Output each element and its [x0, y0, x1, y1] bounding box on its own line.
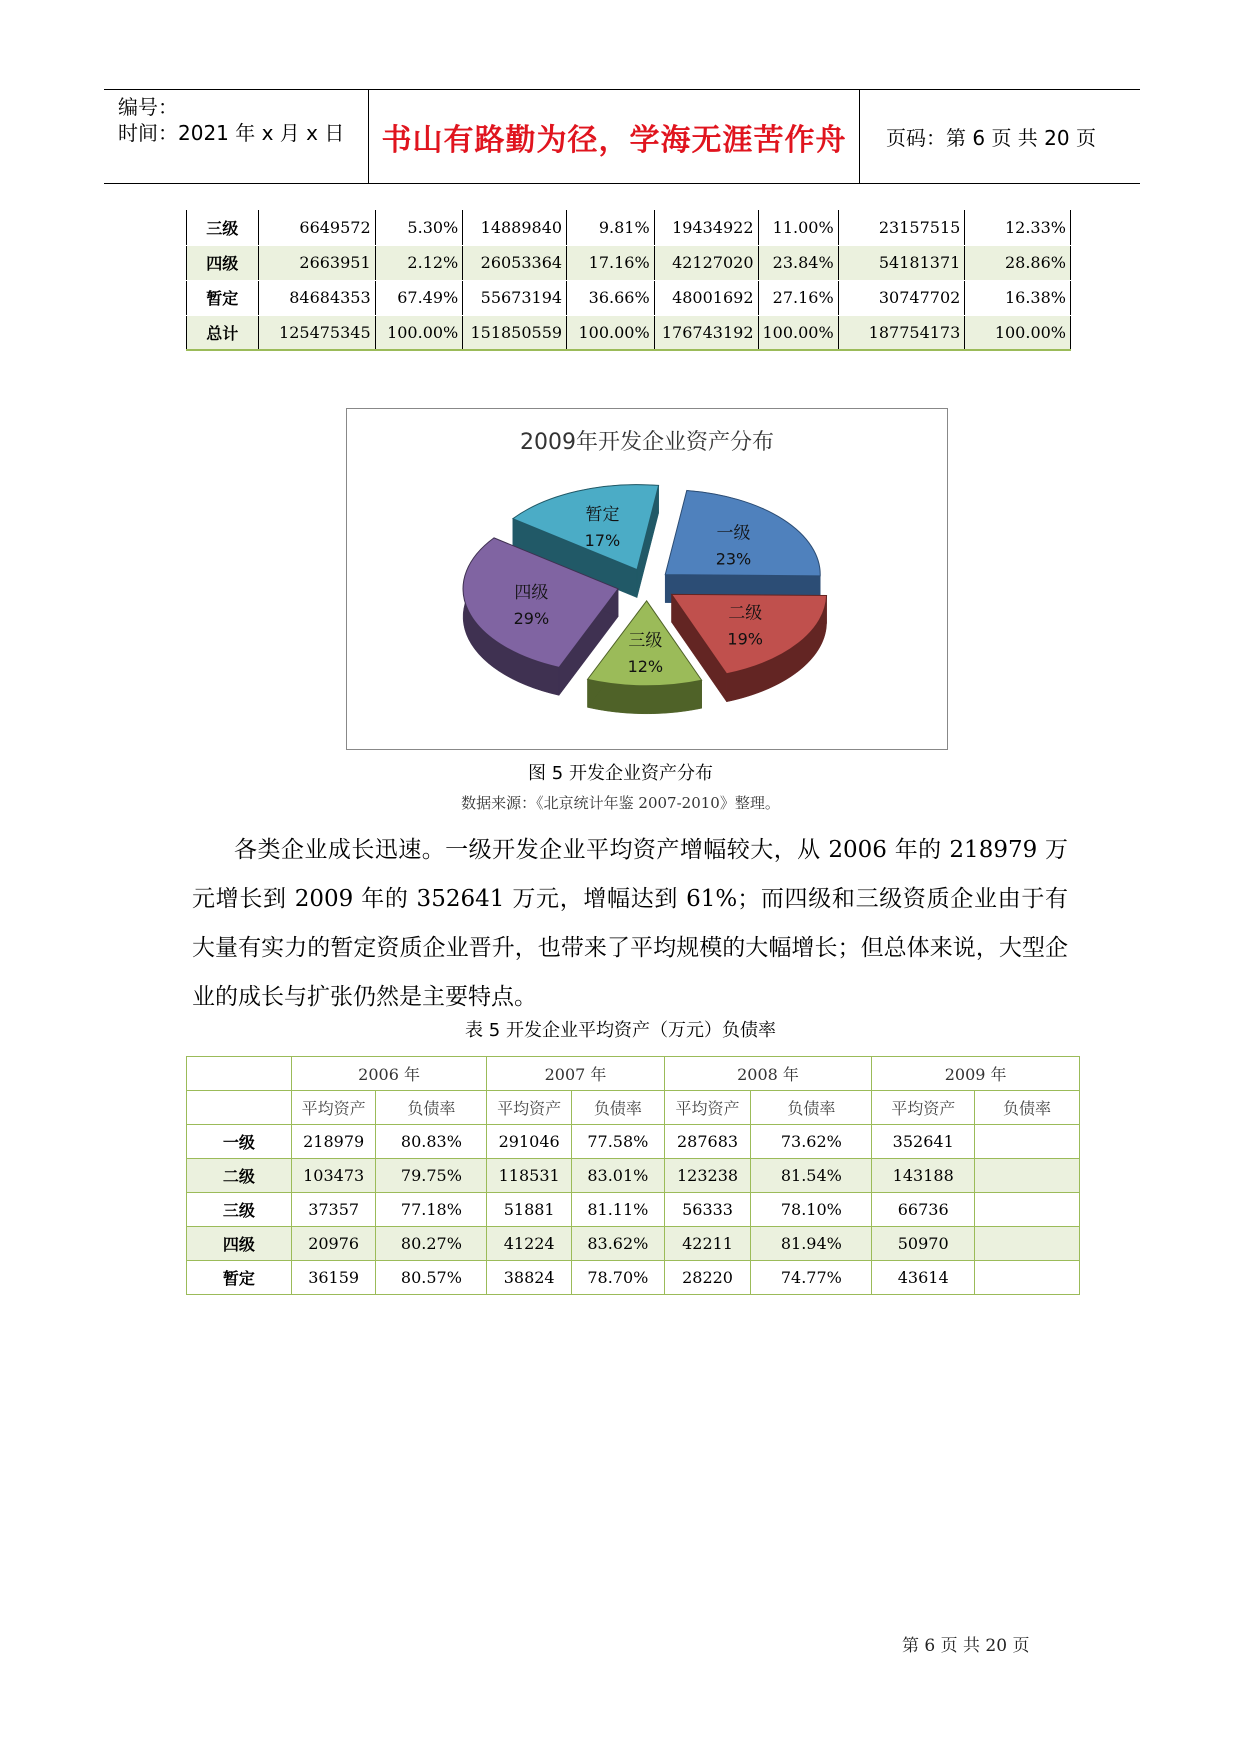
- table-cell: 187754173: [838, 315, 965, 350]
- table-cell: 41224: [487, 1227, 572, 1261]
- table-cell: [975, 1193, 1080, 1227]
- table-cell: 54181371: [838, 245, 965, 280]
- table-cell: 143188: [872, 1159, 975, 1193]
- table-cell: 19434922: [654, 210, 758, 245]
- table-row: [187, 210, 1071, 245]
- row-label: 四级: [187, 1227, 292, 1261]
- table-cell: 50970: [872, 1227, 975, 1261]
- debt-ratio-header: 负债率: [751, 1091, 872, 1125]
- slice-value-label: 12%: [627, 657, 664, 677]
- avg-asset-header: 平均资产: [664, 1091, 751, 1125]
- year-header: 2006 年: [291, 1057, 487, 1091]
- table-cell: 42211: [664, 1227, 751, 1261]
- table-cell: 38824: [487, 1261, 572, 1295]
- table-cell: 43614: [872, 1261, 975, 1295]
- table-cell: 118531: [487, 1159, 572, 1193]
- debt-ratio-header: 负债率: [376, 1091, 487, 1125]
- table-cell: 66736: [872, 1193, 975, 1227]
- slice-label: 暂定: [585, 505, 620, 526]
- table-cell: 12.33%: [965, 210, 1071, 245]
- table-cell: 74.77%: [751, 1261, 872, 1295]
- table-cell: 78.10%: [751, 1193, 872, 1227]
- header-meta: [104, 90, 369, 183]
- asset-table: [186, 210, 1071, 351]
- table-cell: [975, 1261, 1080, 1295]
- table-row: [187, 1125, 1080, 1159]
- debt-ratio-header: 负债率: [571, 1091, 664, 1125]
- table-row: [187, 280, 1071, 315]
- table-cell: 100.00%: [758, 315, 838, 350]
- table-cell: 81.94%: [751, 1227, 872, 1261]
- table-cell: 48001692: [654, 280, 758, 315]
- table-cell: 83.01%: [571, 1159, 664, 1193]
- table-cell: 2.12%: [375, 245, 463, 280]
- table-cell: 77.58%: [571, 1125, 664, 1159]
- table-cell: 51881: [487, 1193, 572, 1227]
- table-cell: 37357: [291, 1193, 376, 1227]
- table-cell: 23.84%: [758, 245, 838, 280]
- slice-value-label: 29%: [513, 608, 550, 628]
- table-cell: 100.00%: [567, 315, 655, 350]
- debt-ratio-header: 负债率: [975, 1091, 1080, 1125]
- table-cell: 84684353: [258, 280, 375, 315]
- table-caption: 表 5 开发企业平均资产（万元）负债率: [465, 1020, 776, 1041]
- table-cell: 78.70%: [571, 1261, 664, 1295]
- sub-header-row: [187, 1091, 1080, 1125]
- year-header: 2008 年: [664, 1057, 872, 1091]
- slice-value-label: 19%: [727, 629, 763, 649]
- table-cell: 20976: [291, 1227, 376, 1261]
- table-cell: 2663951: [258, 245, 375, 280]
- table-cell: 100.00%: [965, 315, 1071, 350]
- table-cell: 36159: [291, 1261, 376, 1295]
- table-cell: 77.18%: [376, 1193, 487, 1227]
- table-cell: 123238: [664, 1159, 751, 1193]
- slice-label: 二级: [728, 603, 763, 624]
- avg-asset-header: 平均资产: [291, 1091, 376, 1125]
- table-cell: 287683: [664, 1125, 751, 1159]
- table-cell: 6649572: [258, 210, 375, 245]
- table-cell: 125475345: [258, 315, 375, 350]
- year-header: 2009 年: [872, 1057, 1080, 1091]
- table-cell: 103473: [291, 1159, 376, 1193]
- table-row: [187, 315, 1071, 350]
- year-header: 2007 年: [487, 1057, 664, 1091]
- year-header-row: [187, 1057, 1080, 1091]
- table-cell: 17.16%: [567, 245, 655, 280]
- figure-caption: 图 5 开发企业资产分布: [528, 763, 713, 784]
- corner-cell: [187, 1091, 292, 1125]
- table-cell: 291046: [487, 1125, 572, 1159]
- table-cell: 16.38%: [965, 280, 1071, 315]
- table-cell: 56333: [664, 1193, 751, 1227]
- table-row: [187, 1261, 1080, 1295]
- time-label: 时间：2021 年 x 月 x 日: [118, 121, 345, 145]
- number-label: 编号：: [118, 95, 178, 119]
- avg-asset-header: 平均资产: [872, 1091, 975, 1125]
- table-cell: [975, 1125, 1080, 1159]
- row-label: 一级: [187, 1125, 292, 1159]
- table-cell: 218979: [291, 1125, 376, 1159]
- table-cell: 55673194: [463, 280, 567, 315]
- table-row: [187, 1193, 1080, 1227]
- slice-value-label: 23%: [715, 549, 752, 569]
- body-paragraph: [192, 826, 1068, 1022]
- table-cell: 83.62%: [571, 1227, 664, 1261]
- row-label: 四级: [187, 245, 259, 280]
- table-cell: 26053364: [463, 245, 567, 280]
- row-label: 暂定: [187, 280, 259, 315]
- table-cell: 80.57%: [376, 1261, 487, 1295]
- table-cell: 23157515: [838, 210, 965, 245]
- slice-label: 三级: [628, 631, 663, 652]
- chart-title: 2009年开发企业资产分布: [520, 430, 774, 455]
- table-cell: 9.81%: [567, 210, 655, 245]
- page-label: 页码：第 6 页 共 20 页: [886, 126, 1096, 150]
- table-cell: 80.27%: [376, 1227, 487, 1261]
- table-row: [187, 245, 1071, 280]
- table-cell: 5.30%: [375, 210, 463, 245]
- table-cell: 67.49%: [375, 280, 463, 315]
- slice-label: 一级: [716, 523, 751, 544]
- slice-label: 四级: [514, 582, 549, 603]
- table-cell: 352641: [872, 1125, 975, 1159]
- table-cell: 28.86%: [965, 245, 1071, 280]
- table-cell: 42127020: [654, 245, 758, 280]
- table-cell: [975, 1159, 1080, 1193]
- table-cell: [975, 1227, 1080, 1261]
- motto: 书山有路勤为径，学海无涯苦作舟: [369, 90, 860, 183]
- page-footer: 第 6 页 共 20 页: [902, 1636, 1030, 1656]
- avg-asset-header: 平均资产: [487, 1091, 572, 1125]
- table-cell: 28220: [664, 1261, 751, 1295]
- table-cell: 14889840: [463, 210, 567, 245]
- table-cell: 81.11%: [571, 1193, 664, 1227]
- table-cell: 79.75%: [376, 1159, 487, 1193]
- table-cell: 100.00%: [375, 315, 463, 350]
- table-cell: 30747702: [838, 280, 965, 315]
- slice-value-label: 17%: [584, 531, 621, 551]
- average-asset-table: [186, 1056, 1080, 1295]
- table-cell: 81.54%: [751, 1159, 872, 1193]
- table-cell: 73.62%: [751, 1125, 872, 1159]
- table-row: [187, 1227, 1080, 1261]
- pie-slice-一级: [665, 490, 820, 603]
- row-label: 二级: [187, 1159, 292, 1193]
- table-cell: 176743192: [654, 315, 758, 350]
- table-row: [187, 1159, 1080, 1193]
- table-cell: 36.66%: [567, 280, 655, 315]
- pie-chart: [346, 408, 948, 750]
- row-label: 三级: [187, 210, 259, 245]
- corner-cell: [187, 1057, 292, 1091]
- table-cell: 27.16%: [758, 280, 838, 315]
- table-cell: 80.83%: [376, 1125, 487, 1159]
- page-header: [104, 89, 1140, 184]
- table-cell: 151850559: [463, 315, 567, 350]
- source-note: 数据来源：《北京统计年鉴 2007-2010》整理。: [461, 794, 780, 812]
- row-label: 总计: [187, 315, 259, 350]
- table-cell: 11.00%: [758, 210, 838, 245]
- row-label: 三级: [187, 1193, 292, 1227]
- row-label: 暂定: [187, 1261, 292, 1295]
- paragraph-text: 各类企业成长迅速。一级开发企业平均资产增幅较大，从 2006 年的 218979 万元增长到 2009 年的 352641 万元，增幅达到 61%；而四级和三级资质企业由于有大量有实力的暂定资质企业晋升，也带来了平均规模的大幅增长；但总体来说，大型企业的成长与扩张仍然是主要特点。: [192, 837, 1068, 1010]
